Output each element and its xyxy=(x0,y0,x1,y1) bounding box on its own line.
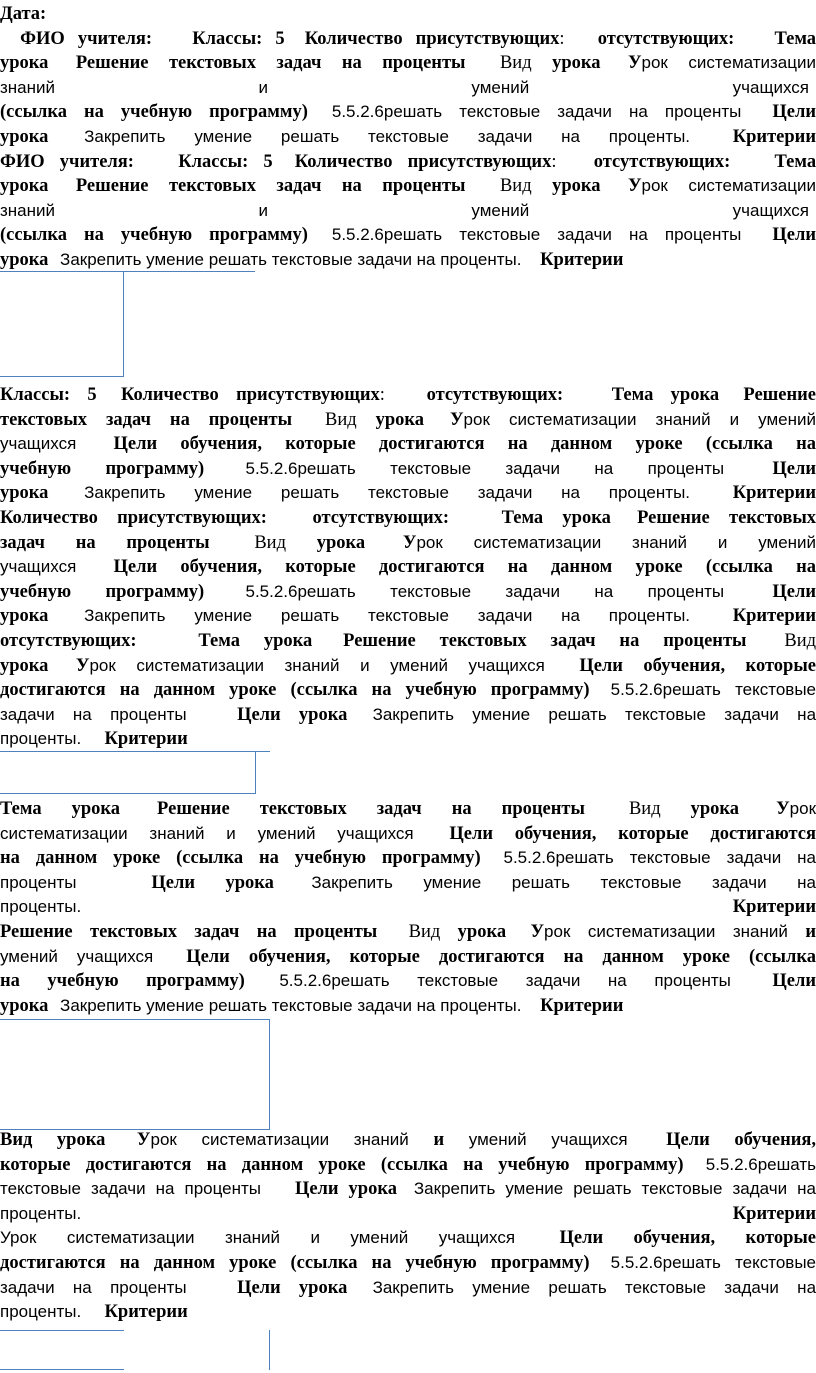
text: Вид xyxy=(628,799,691,819)
text-line xyxy=(0,457,816,482)
body-text: 5.5.2.6решать текстовые xyxy=(610,1252,816,1272)
bold-text: урока xyxy=(0,126,49,147)
text xyxy=(414,1204,733,1224)
text xyxy=(194,705,212,725)
text xyxy=(570,385,587,405)
text xyxy=(704,606,733,626)
text xyxy=(592,799,622,819)
text-line xyxy=(0,432,816,457)
body-text: текстовые задачи на проценты xyxy=(0,1179,262,1199)
section-4 xyxy=(0,1128,816,1325)
body-text: умений учащихся xyxy=(0,946,154,966)
body-text: задачи на проценты xyxy=(0,1277,187,1297)
text xyxy=(597,680,611,700)
bold-text: У xyxy=(75,655,90,676)
text: : xyxy=(559,28,578,49)
divider-line xyxy=(0,271,255,272)
text xyxy=(160,947,179,967)
text xyxy=(746,799,776,819)
text-line xyxy=(0,1276,816,1301)
text-line xyxy=(0,871,816,896)
bold-text: урока xyxy=(552,176,601,197)
text xyxy=(55,127,84,147)
text xyxy=(83,557,106,577)
body-text: Закрепить умение решать текстовые задачи на проценты. xyxy=(84,126,691,146)
text xyxy=(755,102,772,122)
bold-text: урока xyxy=(0,53,49,74)
bold-text: Цели урока xyxy=(294,1179,397,1200)
text-line xyxy=(0,895,816,920)
bold-text: на учебную программу) xyxy=(0,971,245,992)
body-text: учащихся xyxy=(0,434,77,454)
bold-text: Классы: 5 xyxy=(0,385,97,405)
text-line xyxy=(0,1177,816,1202)
text xyxy=(219,1278,237,1298)
text-line xyxy=(0,797,816,822)
text xyxy=(280,152,295,172)
text-line xyxy=(0,383,816,408)
text: : xyxy=(379,385,403,405)
bold-text: У xyxy=(627,176,642,197)
body-text: Закрепить умение решать текстовые задачи на xyxy=(372,704,816,724)
text: Вид xyxy=(324,409,376,430)
body-text: 5.5.2.6решать текстовые задачи на проценты xyxy=(331,225,742,245)
text xyxy=(268,1179,278,1199)
bold-text: которые достигаются на данном уроке (ссылка на учебную программу) xyxy=(0,1154,684,1175)
bold-text: Критерии xyxy=(540,249,624,270)
text-line xyxy=(0,1226,816,1251)
text xyxy=(141,152,156,172)
text-line xyxy=(0,846,816,871)
text-line xyxy=(0,27,816,52)
section-3 xyxy=(0,797,816,1018)
text-line xyxy=(0,150,816,175)
bold-text: отсутствующих: xyxy=(597,28,735,49)
bold-text: Решение текстовых задач на проценты xyxy=(0,921,378,942)
text-line xyxy=(0,199,816,224)
bold-text: Вид урока xyxy=(0,1130,106,1150)
body-text: проценты. xyxy=(0,729,82,749)
text xyxy=(456,508,475,528)
text xyxy=(594,385,611,405)
bold-text: Цели обучения, которые достигаются на данном уроке (ссылка xyxy=(186,946,816,967)
text xyxy=(319,631,343,651)
section-2 xyxy=(0,383,816,752)
text xyxy=(7,29,20,49)
text xyxy=(738,582,772,602)
text-line xyxy=(0,76,816,101)
body-text: рок систематизации знаний и умений xyxy=(463,409,816,429)
text xyxy=(737,152,752,172)
bold-text: урока xyxy=(0,995,49,1016)
body-text: систематизации знаний и умений учащихся xyxy=(0,823,414,843)
text xyxy=(354,1278,372,1298)
bold-text: Цели xyxy=(772,971,816,992)
text xyxy=(211,459,245,479)
text xyxy=(404,1179,414,1199)
bold-text: Цели урока xyxy=(237,1277,348,1298)
bold-text: У xyxy=(530,921,545,942)
body-text: Закрепить умение решать текстовые задачи на проценты. xyxy=(84,606,691,626)
bold-text: отсутствующих: xyxy=(426,385,564,405)
text xyxy=(690,1155,705,1175)
text xyxy=(84,873,114,893)
bold-text: Решение текстовых задач на проценты xyxy=(75,176,466,197)
text xyxy=(299,410,318,430)
bold-text: (ссылка на учебную программу) xyxy=(0,225,308,246)
text-line xyxy=(0,703,816,728)
text xyxy=(384,922,401,942)
bold-text: Цели обучения, которые достигаются xyxy=(449,823,816,844)
body-text: знаний и умений учащихся xyxy=(0,200,809,220)
text xyxy=(759,152,774,172)
body-text: знаний и умений учащихся xyxy=(0,77,809,97)
bold-text: У xyxy=(402,532,417,553)
text-line xyxy=(0,1300,816,1325)
text xyxy=(104,385,121,405)
bold-text: урока xyxy=(0,249,49,270)
text xyxy=(704,483,733,503)
text xyxy=(513,922,530,942)
bold-text: У xyxy=(627,53,642,74)
text xyxy=(579,152,594,172)
bold-text: ФИО учителя: xyxy=(0,151,134,172)
bold-text: Классы: 5 xyxy=(178,151,273,172)
divider-line xyxy=(0,1330,124,1331)
bold-text: Цели обучения, которые xyxy=(579,655,816,676)
divider-line xyxy=(0,793,256,794)
text xyxy=(159,29,172,49)
text xyxy=(618,508,637,528)
bold-text: (ссылка на учебную программу) xyxy=(0,102,308,123)
bold-text: на данном уроке (ссылка на учебную программу) xyxy=(0,848,481,869)
text xyxy=(88,897,407,917)
text xyxy=(127,799,157,819)
bold-text: Решение текстовых задач на проценты xyxy=(343,630,747,651)
bold-text: Цели обучения, xyxy=(666,1130,816,1150)
text-line xyxy=(0,727,816,752)
bold-text: Решение текстовых задач на проценты xyxy=(75,53,466,74)
body-text: проценты. xyxy=(0,897,82,917)
bold-text: Цели урока xyxy=(151,872,274,893)
divider-line xyxy=(0,1019,270,1020)
body-text: рок систематизации xyxy=(641,176,816,196)
body-text: рок систематизации знаний и умений xyxy=(416,532,816,552)
bold-text: Решение текстовых xyxy=(637,507,816,528)
text xyxy=(488,848,504,868)
body-text: 5.5.2.6решать xyxy=(705,1154,816,1174)
divider-line xyxy=(0,1369,124,1370)
text xyxy=(522,1228,552,1248)
text: : xyxy=(551,151,572,172)
text-line xyxy=(0,1153,816,1178)
text xyxy=(163,152,178,172)
bold-text: урока xyxy=(457,921,507,942)
bold-text: У xyxy=(449,409,464,430)
bold-text: Критерии xyxy=(732,1203,816,1224)
bold-text: Решение xyxy=(743,385,816,405)
bold-text: отсутствующих: xyxy=(312,507,450,528)
bold-text: учебную программу) xyxy=(0,458,205,479)
text xyxy=(174,631,198,651)
bold-text: Цели урока xyxy=(237,704,348,725)
bold-text: Цели обучения, которые достигаются на данном уроке (ссылка на xyxy=(113,557,816,578)
bold-text: Тема урока xyxy=(0,799,121,819)
bold-text: Цели обучения, которые xyxy=(559,1228,816,1249)
bold-text: У xyxy=(776,799,790,819)
text xyxy=(83,434,106,454)
bold-text: Критерии xyxy=(540,995,624,1016)
text-line xyxy=(0,604,816,629)
text: Вид xyxy=(784,630,816,651)
body-text: учащихся xyxy=(0,557,77,577)
text xyxy=(252,971,280,991)
text-line xyxy=(0,223,816,248)
bold-text: урока xyxy=(552,53,601,74)
text xyxy=(315,225,332,245)
bold-text: ФИО учителя: xyxy=(20,28,153,49)
text-line xyxy=(0,51,816,76)
divider-line xyxy=(0,376,124,377)
text xyxy=(753,631,777,651)
bold-text: Критерии xyxy=(732,606,816,627)
bold-text: достигаются на данном уроке (ссылка на учебную программу) xyxy=(0,1252,590,1273)
text-line xyxy=(0,1128,816,1153)
bold-text: задач на проценты xyxy=(0,532,210,553)
text-line xyxy=(0,506,816,531)
bold-text: урока xyxy=(0,655,49,676)
text: Вид xyxy=(499,176,553,197)
text xyxy=(482,508,501,528)
body-text: проценты xyxy=(0,872,77,892)
text xyxy=(55,656,75,676)
text xyxy=(217,533,248,553)
bold-text: урока xyxy=(0,176,49,197)
body-text: 5.5.2.6решать текстовые задачи на проценты xyxy=(245,581,725,601)
text-line xyxy=(0,531,816,556)
bold-text: У xyxy=(136,1130,151,1150)
bold-text: Цели обучения, которые достигаются на данном уроке (ссылка на xyxy=(113,434,816,455)
text-line xyxy=(0,1202,816,1227)
body-text: проценты. xyxy=(0,1302,82,1322)
text xyxy=(88,1204,407,1224)
bold-text: Цели xyxy=(772,458,816,479)
text-line xyxy=(0,678,816,703)
body-text: Закрепить умение решать текстовые задачи на xyxy=(372,1277,816,1297)
text-line xyxy=(0,969,816,994)
text xyxy=(292,29,305,49)
text xyxy=(704,127,733,147)
bold-text: отсутствующих: xyxy=(0,630,137,651)
body-text: умений учащихся xyxy=(444,1130,628,1149)
text xyxy=(55,176,75,196)
bold-text: Тема xyxy=(774,28,816,49)
body-text: Урок систематизации знаний и умений учащихся xyxy=(0,1228,516,1248)
divider-line xyxy=(269,1330,270,1370)
body-text: проценты. xyxy=(0,1203,82,1223)
bold-text: урока xyxy=(316,532,366,553)
bold-text: Дата: xyxy=(0,4,47,24)
text xyxy=(55,483,84,503)
bold-text: учебную программу) xyxy=(0,581,205,602)
text-line xyxy=(0,920,816,945)
text xyxy=(431,410,450,430)
bold-text: урока xyxy=(0,606,49,627)
body-text: 5.5.2.6решать текстовые задачи на проценты xyxy=(331,102,742,122)
bold-text: Количество присутствующих xyxy=(294,151,552,172)
text-line xyxy=(0,994,816,1019)
text xyxy=(55,53,75,73)
text-line xyxy=(0,654,816,679)
bold-text: Цели xyxy=(772,102,816,123)
bold-text: Цели xyxy=(772,581,816,602)
text-line xyxy=(0,580,816,605)
bold-text: Критерии xyxy=(732,126,816,147)
text xyxy=(144,631,168,651)
bold-text: Критерии xyxy=(104,1302,188,1323)
text xyxy=(421,824,443,844)
text xyxy=(112,1130,137,1150)
bold-text: Критерии xyxy=(732,897,816,918)
body-text: рок xyxy=(789,799,816,818)
text xyxy=(473,176,493,196)
text xyxy=(585,29,598,49)
bold-text: урока xyxy=(375,409,425,430)
divider-line xyxy=(0,751,270,752)
text-line xyxy=(0,822,816,847)
body-text: рок систематизации знаний и умений учащихся xyxy=(89,655,545,675)
bold-text: урока xyxy=(0,483,49,504)
text-line xyxy=(0,100,816,125)
text xyxy=(726,385,743,405)
bold-text: текстовых задач на проценты xyxy=(0,409,293,430)
body-text: Закрепить умение решать текстовые задачи на xyxy=(311,872,816,892)
text-line xyxy=(0,248,816,273)
text xyxy=(738,459,772,479)
bold-text: Тема урока xyxy=(501,507,611,528)
section-1 xyxy=(0,2,816,273)
bold-text: Количество присутствующих xyxy=(304,28,560,49)
text xyxy=(55,606,84,626)
text xyxy=(219,705,237,725)
bold-text: отсутствующих: xyxy=(593,151,731,172)
text xyxy=(372,533,403,553)
bold-text: Тема урока xyxy=(611,385,720,405)
text: Вид xyxy=(408,921,458,942)
bold-text: Тема урока xyxy=(198,630,313,651)
text xyxy=(552,656,572,676)
text xyxy=(315,102,332,122)
text: Вид xyxy=(254,532,317,553)
body-text: 5.5.2.6решать текстовые xyxy=(610,680,816,700)
text xyxy=(293,508,312,528)
text xyxy=(607,176,627,196)
bold-text: урока xyxy=(690,799,740,819)
bold-text: Тема xyxy=(774,151,816,172)
bold-text: Решение текстовых задач на проценты xyxy=(157,799,585,819)
bold-text: Цели xyxy=(772,225,816,246)
text-line xyxy=(0,125,816,150)
text xyxy=(607,53,627,73)
body-text: 5.5.2.6решать текстовые задачи на xyxy=(503,848,816,868)
text xyxy=(597,1253,611,1273)
text: Вид xyxy=(499,53,553,74)
text-line xyxy=(0,2,816,27)
text-line xyxy=(0,629,816,654)
text-line xyxy=(0,555,816,580)
text xyxy=(745,971,773,991)
text xyxy=(194,1278,212,1298)
bold-text: Количество присутствующих xyxy=(120,385,380,405)
text-line xyxy=(0,1251,816,1276)
text xyxy=(88,729,93,749)
text xyxy=(635,1130,660,1150)
bold-text: и xyxy=(433,1130,445,1150)
bold-text: Критерии xyxy=(104,729,188,750)
text xyxy=(414,897,733,917)
bold-text: Критерии xyxy=(732,483,816,504)
text-line xyxy=(0,481,816,506)
text xyxy=(409,385,426,405)
body-text: Закрепить умение решать текстовые задачи на проценты. xyxy=(60,995,522,1015)
body-text: рок систематизации знаний xyxy=(150,1130,434,1149)
text-line xyxy=(0,945,816,970)
text xyxy=(88,1302,93,1322)
body-text: задачи на проценты xyxy=(0,704,187,724)
bold-text: Количество присутствующих: xyxy=(0,507,287,528)
body-text: Закрепить умение решать текстовые задачи на проценты. xyxy=(60,249,522,269)
body-text: Закрепить умение решать текстовые задачи на проценты. xyxy=(84,483,691,503)
body-text: 5.5.2.6решать текстовые задачи на проценты xyxy=(245,458,725,478)
text-line xyxy=(0,408,816,433)
body-text: рок систематизации знаний xyxy=(544,921,806,941)
divider-line xyxy=(269,1019,270,1129)
text xyxy=(741,29,754,49)
divider-line xyxy=(123,271,124,376)
bold-text: Классы: 5 xyxy=(192,28,285,49)
text xyxy=(179,29,192,49)
bold-text: и xyxy=(805,921,816,942)
bold-text: достигаются на данном уроке (ссылка на учебную программу) xyxy=(0,680,590,701)
text xyxy=(761,29,774,49)
text xyxy=(211,582,245,602)
text xyxy=(354,705,372,725)
text xyxy=(755,225,772,245)
body-text: Закрепить умение решать текстовые задачи на xyxy=(413,1179,816,1199)
body-text: рок систематизации xyxy=(641,53,816,73)
text xyxy=(281,873,311,893)
text-line xyxy=(0,174,816,199)
body-text: 5.5.2.6решать текстовые задачи на проценты xyxy=(279,971,731,991)
text xyxy=(285,1179,295,1199)
divider-line xyxy=(255,751,256,793)
text xyxy=(473,53,493,73)
text xyxy=(121,873,151,893)
